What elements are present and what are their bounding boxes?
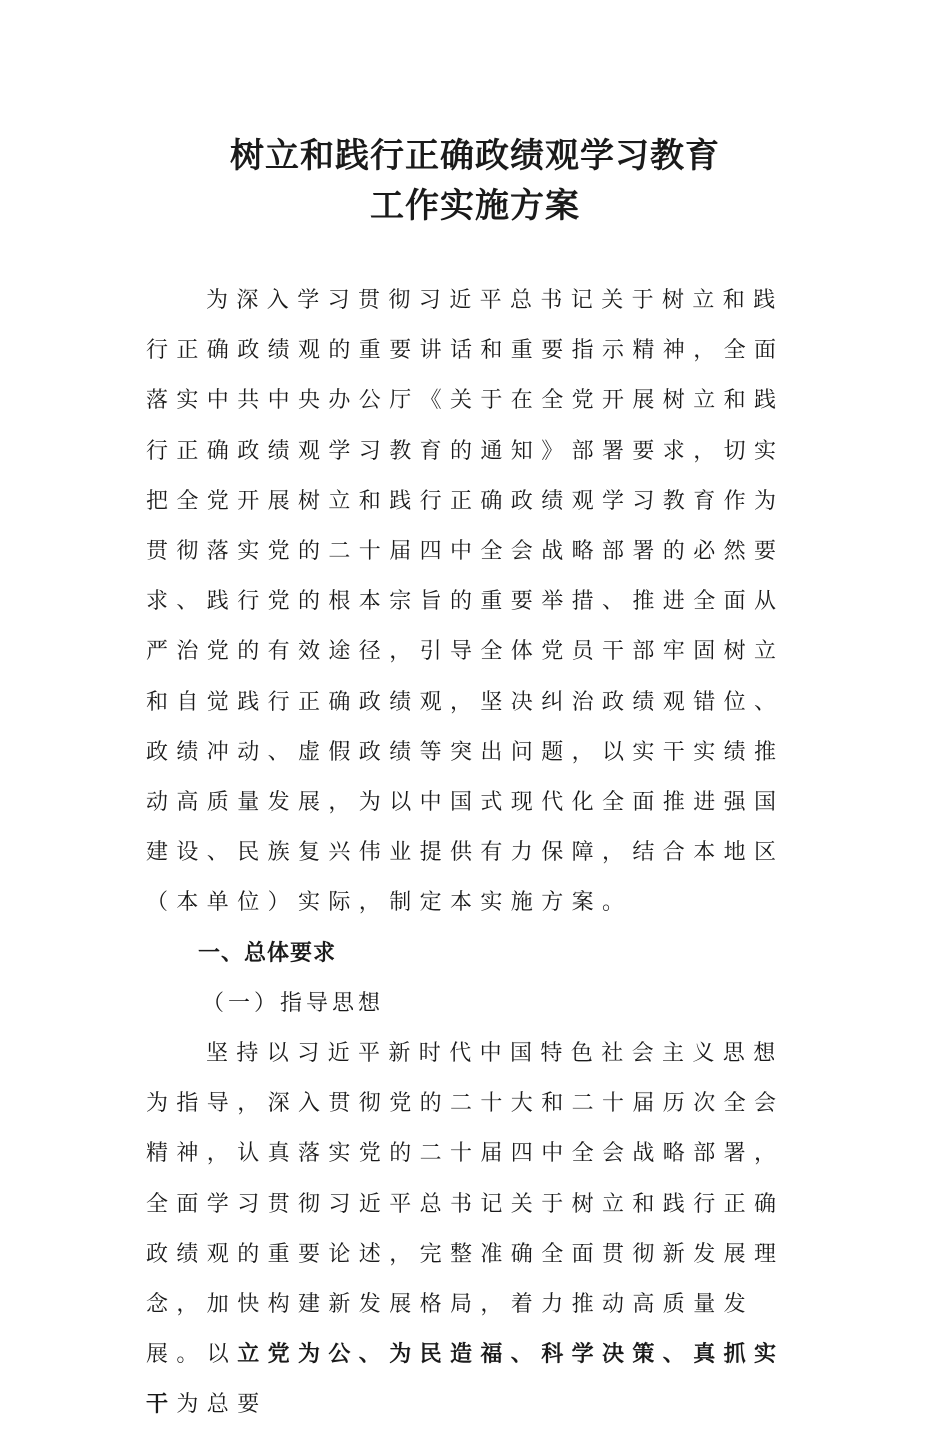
document-body <box>146 276 806 1431</box>
section-heading-overall-requirements: 一、总体要求 <box>198 940 337 966</box>
subsection-heading-guiding-thought: （一）指导思想 <box>202 990 385 1016</box>
guiding-text-emphasis: 立党为公、为民造福、科学决策、真抓实干 <box>146 1342 785 1418</box>
intro-paragraph: 为深入学习贯彻习近平总书记关于树立和践行正确政绩观的重要讲话和重要指示精神，全面落实中共中央办公厅《关于在全党开展树立和践行正确政绩观学习教育的通知》部署要求，切实把全党开展树立和践行正确政绩观学习教育作为贯彻落实党的二十届四中全会战略部署的必然要求、践行党的根本宗旨的重要举措、推进全面从严治党的有效途径，引导全体党员干部牢固树立和自觉践行正确政绩观，坚决纠治政绩观错位、政绩冲动、虚假政绩等突出问题，以实干实绩推动高质量发展，为以中国式现代化全面推进强国建设、民族复兴伟业提供有力保障，结合本地区（本单位）实际，制定本实施方案。 <box>146 288 785 916</box>
document-title-line-2: 工作实施方案 <box>370 186 580 226</box>
document-title-line-1: 树立和践行正确政绩观学习教育 <box>230 136 720 176</box>
guiding-text-start: 坚持以习近平新时代中国特色社会主义思想为指导，深入贯彻党的二十大和二十届历次全会精神，认真落实党的二十届四中全会战略部署，全面学习贯彻习近平总书记关于树立和践行正确政绩观的重要论述，完整准确全面贯彻新发展理念，加快构建新发展格局，着力推动高质量发展。以 <box>146 1041 785 1368</box>
guiding-text-end: 为总要 <box>176 1392 268 1418</box>
guiding-thought-paragraph <box>146 1029 806 1431</box>
